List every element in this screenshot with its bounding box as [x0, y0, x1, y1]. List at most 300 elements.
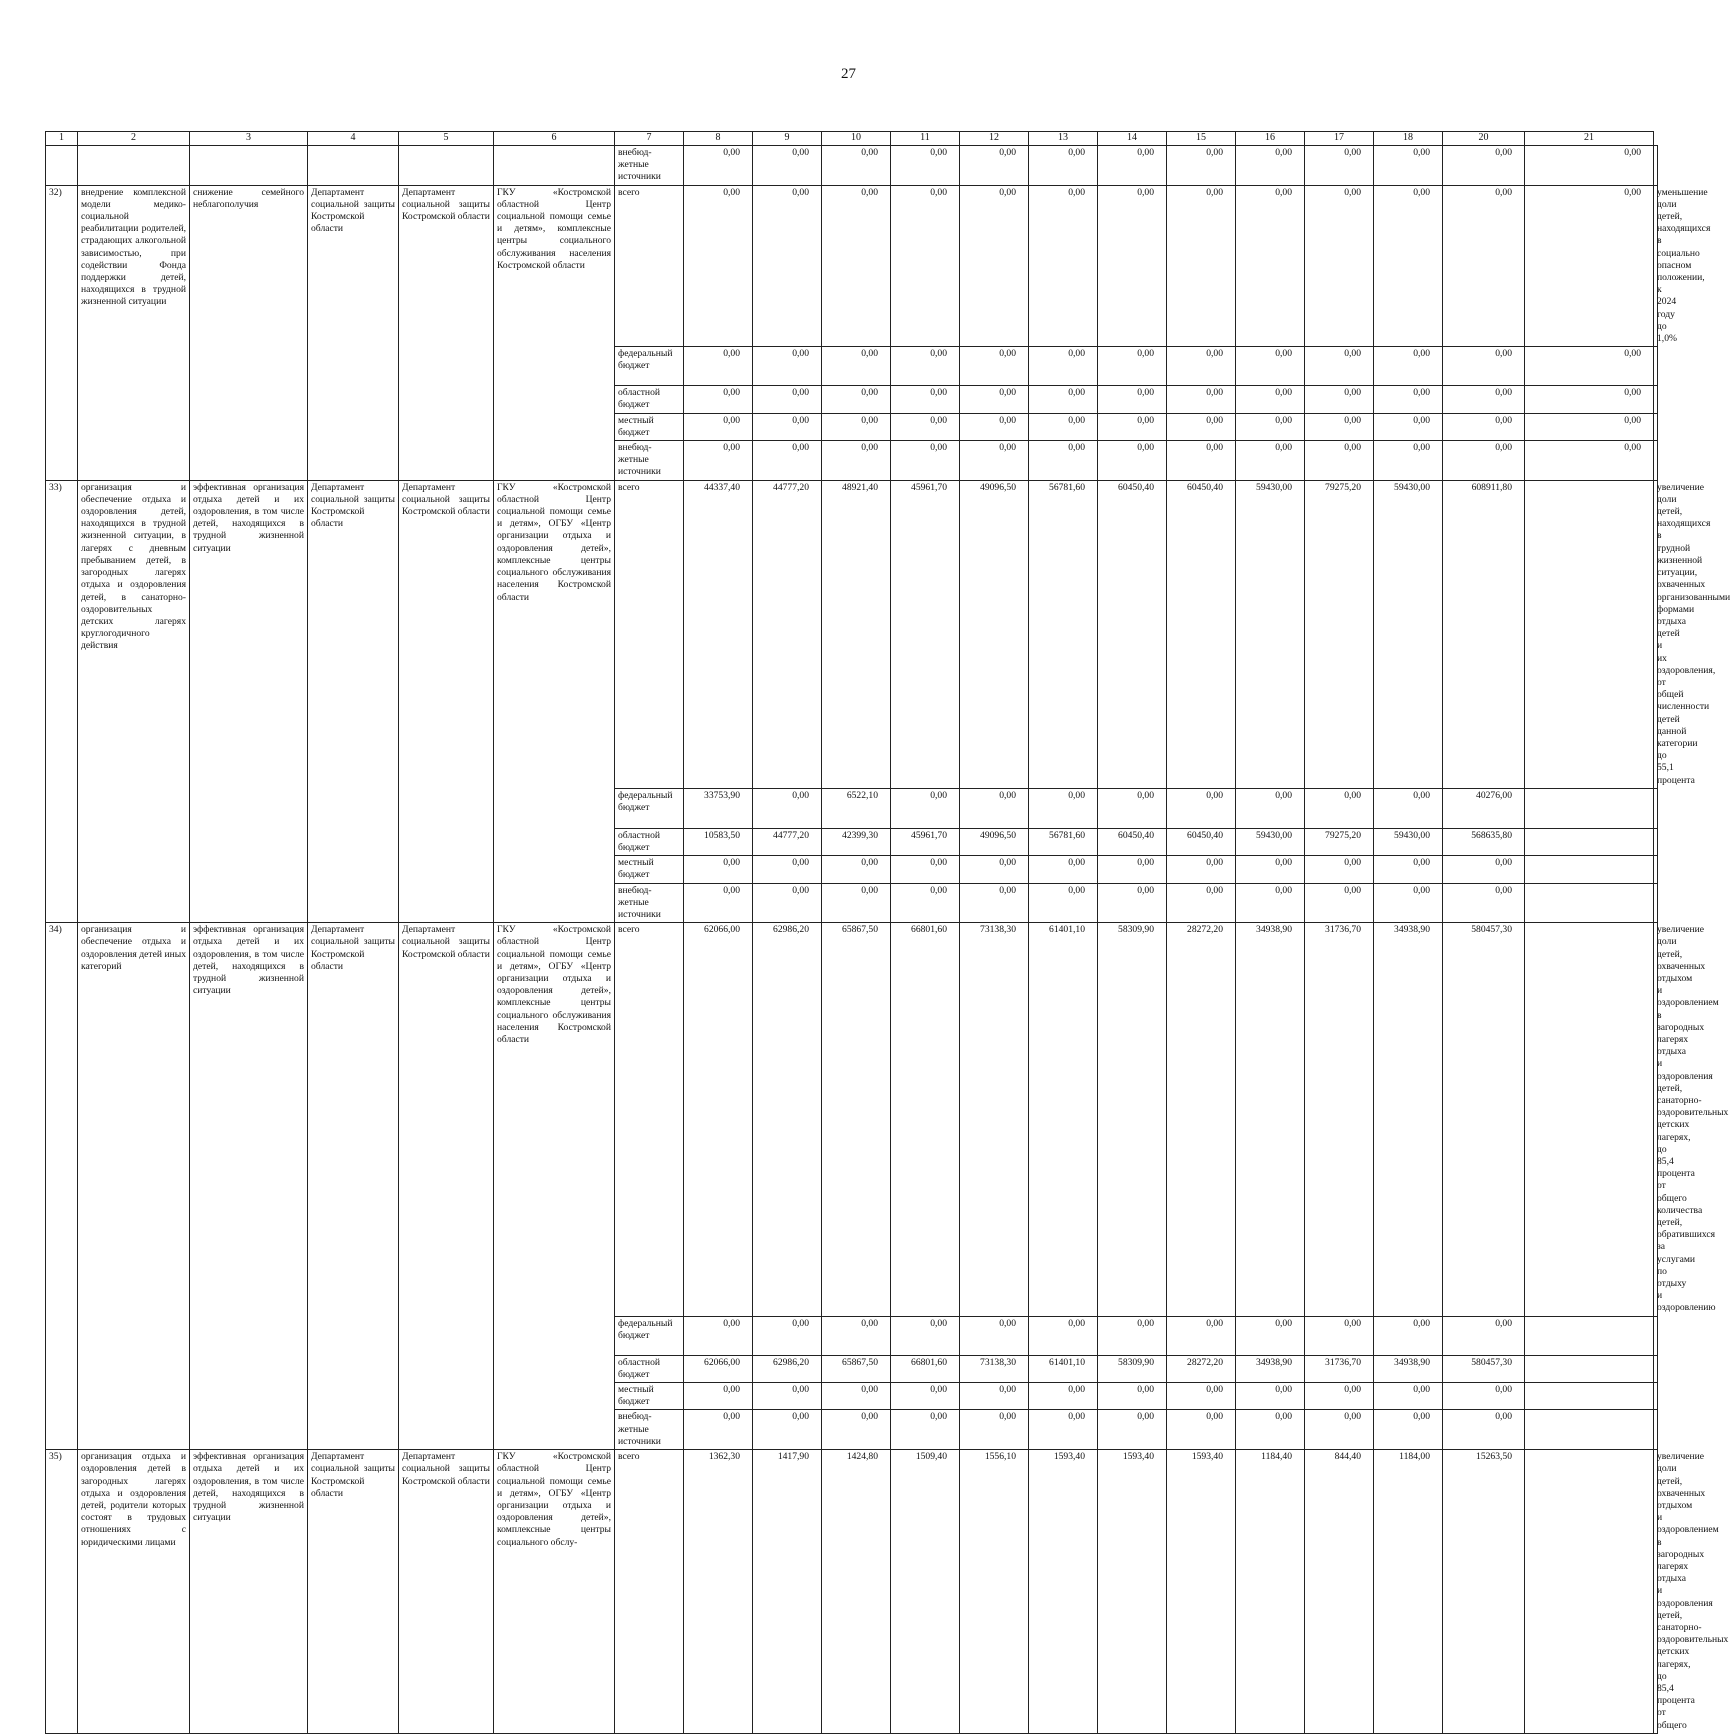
header-cell: 18: [1374, 132, 1443, 146]
value-cell: 59430,00: [1236, 828, 1305, 855]
value-cell: 0,00: [1525, 185, 1654, 347]
value-cell: 0,00: [684, 856, 753, 883]
value-cell: 0,00: [753, 788, 822, 828]
value-cell: 0,00: [1305, 1316, 1374, 1355]
source-cell: внебюд-жетные источники: [615, 1410, 684, 1450]
value-cell: 66801,60: [891, 923, 960, 1317]
value-cell: 60450,40: [1167, 828, 1236, 855]
coordinator-cell: Департамент социальной защиты Костромской области: [308, 923, 399, 1450]
source-cell: областной бюджет: [615, 386, 684, 413]
value-cell: 45961,70: [891, 828, 960, 855]
participants-cell: ГКУ «Костромской областной Центр социальной помощи семье и детям», ОГБУ «Центр организации отдыха и оздоровления детей», комплексные центры социального обслуживания населения Костромской области: [494, 923, 615, 1450]
result-cell: [1654, 1355, 1658, 1382]
value-cell: 0,00: [1167, 1316, 1236, 1355]
source-cell: местный бюджет: [615, 1383, 684, 1410]
value-cell: 1184,00: [1374, 1450, 1443, 1734]
value-cell: 0,00: [822, 1316, 891, 1355]
empty-cell: [399, 146, 494, 186]
value-cell: 0,00: [1167, 386, 1236, 413]
value-cell: 0,00: [1305, 1383, 1374, 1410]
source-cell: внебюд-жетные источники: [615, 146, 684, 186]
value-cell: 28272,20: [1167, 1355, 1236, 1382]
value-cell: 0,00: [1525, 146, 1654, 186]
value-cell: 65867,50: [822, 923, 891, 1317]
value-cell: 0,00: [753, 1383, 822, 1410]
value-cell: 0,00: [1167, 1410, 1236, 1450]
value-cell: 0,00: [1374, 1316, 1443, 1355]
value-cell: 0,00: [1029, 441, 1098, 481]
value-cell: 0,00: [1305, 185, 1374, 347]
value-cell: 0,00: [1098, 788, 1167, 828]
value-cell: 1593,40: [1029, 1450, 1098, 1734]
source-cell: федеральный бюджет: [615, 1316, 684, 1355]
value-cell: 0,00: [1443, 386, 1525, 413]
value-cell: 0,00: [1236, 788, 1305, 828]
value-cell: 0,00: [960, 856, 1029, 883]
value-cell: 0,00: [1236, 386, 1305, 413]
value-cell: 0,00: [1443, 413, 1525, 440]
value-cell: 59430,00: [1374, 480, 1443, 788]
measure-cell: организация и обеспечение отдыха и оздоровления детей иных категорий: [78, 923, 190, 1450]
value-cell: 0,00: [684, 413, 753, 440]
value-cell: 0,00: [960, 1383, 1029, 1410]
header-cell: 6: [494, 132, 615, 146]
empty-cell: [78, 146, 190, 186]
value-cell: 0,00: [1098, 386, 1167, 413]
value-cell: 0,00: [1443, 347, 1525, 386]
value-cell: 0,00: [1167, 413, 1236, 440]
value-cell: 0,00: [1525, 386, 1654, 413]
value-cell: 0,00: [753, 441, 822, 481]
value-cell: 0,00: [822, 386, 891, 413]
budget-table: [45, 131, 1730, 1734]
value-cell: 79275,20: [1305, 828, 1374, 855]
value-cell: 0,00: [1236, 856, 1305, 883]
header-cell: 5: [399, 132, 494, 146]
value-cell: [1525, 1410, 1654, 1450]
source-cell: всего: [615, 185, 684, 347]
value-cell: 568635,80: [1443, 828, 1525, 855]
measure-cell: организация отдыха и оздоровления детей в загородных лагерях отдыха и оздоровления детей, родители которых состоят в трудовых отношениях с юридическими лицами: [78, 1450, 190, 1734]
value-cell: 60450,40: [1098, 828, 1167, 855]
value-cell: 0,00: [1305, 386, 1374, 413]
value-cell: 0,00: [891, 185, 960, 347]
header-cell: 8: [684, 132, 753, 146]
value-cell: 0,00: [1443, 146, 1525, 186]
value-cell: 0,00: [753, 413, 822, 440]
value-cell: 0,00: [1374, 1410, 1443, 1450]
value-cell: 31736,70: [1305, 923, 1374, 1317]
participants-cell: ГКУ «Костромской областной Центр социальной помощи семье и детям», ОГБУ «Центр организации отдыха и оздоровления детей», комплексные центры социального обслуживания населения Костромской области: [494, 480, 615, 923]
value-cell: 0,00: [891, 1383, 960, 1410]
value-cell: 0,00: [753, 1316, 822, 1355]
value-cell: 62066,00: [684, 923, 753, 1317]
value-cell: 0,00: [960, 788, 1029, 828]
value-cell: 0,00: [753, 185, 822, 347]
value-cell: 0,00: [1098, 1316, 1167, 1355]
value-cell: 0,00: [1098, 413, 1167, 440]
value-cell: 73138,30: [960, 1355, 1029, 1382]
header-cell: 11: [891, 132, 960, 146]
goal-cell: снижение семейного неблагополучия: [190, 185, 308, 480]
value-cell: 62986,20: [753, 923, 822, 1317]
value-cell: 0,00: [1374, 185, 1443, 347]
value-cell: [1525, 788, 1654, 828]
value-cell: 0,00: [753, 1410, 822, 1450]
source-cell: областной бюджет: [615, 1355, 684, 1382]
value-cell: 0,00: [684, 1410, 753, 1450]
value-cell: 0,00: [1167, 856, 1236, 883]
value-cell: 0,00: [822, 1410, 891, 1450]
result-cell: [1654, 1410, 1658, 1450]
result-cell: [1654, 1383, 1658, 1410]
source-cell: федеральный бюджет: [615, 788, 684, 828]
value-cell: 0,00: [1305, 1410, 1374, 1450]
value-cell: 0,00: [822, 146, 891, 186]
value-cell: 0,00: [1029, 347, 1098, 386]
value-cell: 0,00: [822, 1383, 891, 1410]
result-cell: увеличение доли детей, охваченных отдыхом и оздоровлением в загородных лагерях отдыха и оздоровления детей, санаторно-оздоровительных детских лагерях, до 85,4 процента от общего: [1654, 1450, 1658, 1734]
measure-cell: внедрение комплексной модели медико-социальной реабилитации родителей, страдающих алкогольной зависимостью, при содействии Фонда поддержки детей, находящихся в трудной жизненной ситуации: [78, 185, 190, 480]
value-cell: 0,00: [753, 386, 822, 413]
table-row: [46, 923, 1658, 1317]
value-cell: 0,00: [960, 386, 1029, 413]
value-cell: 56781,60: [1029, 828, 1098, 855]
source-cell: внебюд-жетные источники: [615, 441, 684, 481]
empty-cell: [308, 146, 399, 186]
value-cell: 0,00: [1167, 788, 1236, 828]
table-row: [46, 480, 1658, 788]
goal-cell: эффективная организация отдыха детей и их оздоровления, в том числе детей, находящихся в трудной жизненной ситуации: [190, 480, 308, 923]
value-cell: 0,00: [1029, 146, 1098, 186]
value-cell: 0,00: [891, 856, 960, 883]
result-cell: [1654, 788, 1658, 828]
header-cell: 9: [753, 132, 822, 146]
value-cell: 0,00: [1443, 1410, 1525, 1450]
header-cell: 15: [1167, 132, 1236, 146]
value-cell: 0,00: [1443, 441, 1525, 481]
value-cell: 0,00: [1029, 386, 1098, 413]
value-cell: 0,00: [1236, 413, 1305, 440]
value-cell: 73138,30: [960, 923, 1029, 1317]
header-cell: 12: [960, 132, 1029, 146]
value-cell: 0,00: [1029, 1410, 1098, 1450]
value-cell: 0,00: [1098, 1383, 1167, 1410]
source-cell: местный бюджет: [615, 413, 684, 440]
value-cell: 0,00: [1236, 1383, 1305, 1410]
value-cell: 0,00: [1029, 1316, 1098, 1355]
value-cell: 0,00: [960, 146, 1029, 186]
value-cell: [1525, 923, 1654, 1317]
value-cell: 0,00: [1443, 1316, 1525, 1355]
value-cell: 44337,40: [684, 480, 753, 788]
result-cell: [1654, 386, 1658, 413]
value-cell: 0,00: [753, 856, 822, 883]
value-cell: 0,00: [1374, 413, 1443, 440]
value-cell: 62066,00: [684, 1355, 753, 1382]
value-cell: 0,00: [1374, 146, 1443, 186]
value-cell: 0,00: [1443, 185, 1525, 347]
value-cell: 0,00: [1443, 1383, 1525, 1410]
value-cell: 0,00: [1305, 347, 1374, 386]
empty-cell: [46, 146, 78, 186]
value-cell: 0,00: [891, 413, 960, 440]
value-cell: [1525, 1383, 1654, 1410]
table-row: [46, 185, 1658, 347]
value-cell: 0,00: [1525, 413, 1654, 440]
value-cell: 608911,80: [1443, 480, 1525, 788]
value-cell: 0,00: [684, 441, 753, 481]
value-cell: 0,00: [1236, 441, 1305, 481]
value-cell: 79275,20: [1305, 480, 1374, 788]
value-cell: 44777,20: [753, 828, 822, 855]
result-cell: [1654, 146, 1658, 186]
value-cell: 0,00: [1443, 856, 1525, 883]
source-cell: внебюд-жетные источники: [615, 883, 684, 923]
header-cell: 3: [190, 132, 308, 146]
value-cell: 0,00: [822, 883, 891, 923]
value-cell: 0,00: [1098, 856, 1167, 883]
value-cell: 0,00: [960, 1316, 1029, 1355]
source-cell: всего: [615, 480, 684, 788]
value-cell: 34938,90: [1374, 923, 1443, 1317]
value-cell: 49096,50: [960, 480, 1029, 788]
value-cell: 0,00: [822, 856, 891, 883]
value-cell: 0,00: [1167, 1383, 1236, 1410]
source-cell: областной бюджет: [615, 828, 684, 855]
value-cell: [1525, 1355, 1654, 1382]
value-cell: 0,00: [1236, 185, 1305, 347]
participants-cell: ГКУ «Костромской областной Центр социальной помощи семье и детям», ОГБУ «Центр организации отдыха и оздоровления детей», комплексные центры социального обслу-: [494, 1450, 615, 1734]
value-cell: 0,00: [822, 347, 891, 386]
value-cell: 0,00: [1525, 441, 1654, 481]
number-cell: 33): [46, 480, 78, 923]
value-cell: 1556,10: [960, 1450, 1029, 1734]
header-cell: 21: [1525, 132, 1654, 146]
value-cell: 58309,90: [1098, 923, 1167, 1317]
value-cell: 0,00: [1098, 883, 1167, 923]
coordinator-cell: Департамент социальной защиты Костромской области: [308, 1450, 399, 1734]
value-cell: 0,00: [1374, 883, 1443, 923]
value-cell: 0,00: [1374, 347, 1443, 386]
value-cell: [1525, 828, 1654, 855]
value-cell: 34938,90: [1374, 1355, 1443, 1382]
value-cell: 0,00: [1098, 1410, 1167, 1450]
value-cell: 0,00: [1374, 386, 1443, 413]
executor-cell: Департамент социальной защиты Костромской области: [399, 1450, 494, 1734]
source-cell: всего: [615, 1450, 684, 1734]
value-cell: 0,00: [684, 1316, 753, 1355]
value-cell: 60450,40: [1098, 480, 1167, 788]
source-cell: федеральный бюджет: [615, 347, 684, 386]
value-cell: 0,00: [1374, 788, 1443, 828]
result-cell: [1654, 856, 1658, 883]
coordinator-cell: Департамент социальной защиты Костромской области: [308, 185, 399, 480]
value-cell: 0,00: [822, 441, 891, 481]
value-cell: 60450,40: [1167, 480, 1236, 788]
value-cell: 0,00: [960, 1410, 1029, 1450]
value-cell: 0,00: [1029, 788, 1098, 828]
value-cell: 0,00: [684, 1383, 753, 1410]
value-cell: [1525, 1316, 1654, 1355]
value-cell: 40276,00: [1443, 788, 1525, 828]
result-cell: увеличение доли детей, охваченных отдыхом и оздоровлением в загородных лагерях отдыха и оздоровления детей, санаторно-оздоровительных детских лагерях, до 85,4 процента от общего количества детей, обратившихся за услугами по отдыху и оздоровлению: [1654, 923, 1658, 1317]
value-cell: 0,00: [891, 441, 960, 481]
value-cell: 48921,40: [822, 480, 891, 788]
value-cell: [1525, 480, 1654, 788]
coordinator-cell: Департамент социальной защиты Костромской области: [308, 480, 399, 923]
value-cell: 0,00: [960, 185, 1029, 347]
header-cell: 7: [615, 132, 684, 146]
value-cell: 0,00: [753, 883, 822, 923]
table-row: [46, 1450, 1658, 1734]
empty-cell: [190, 146, 308, 186]
header-cell: 13: [1029, 132, 1098, 146]
value-cell: 49096,50: [960, 828, 1029, 855]
empty-cell: [494, 146, 615, 186]
value-cell: 10583,50: [684, 828, 753, 855]
value-cell: 0,00: [1029, 185, 1098, 347]
table-row: [46, 146, 1658, 186]
number-cell: 34): [46, 923, 78, 1450]
goal-cell: эффективная организация отдыха детей и их оздоровления, в том числе детей, находящихся в трудной жизненной ситуации: [190, 923, 308, 1450]
value-cell: 0,00: [1236, 1316, 1305, 1355]
source-cell: всего: [615, 923, 684, 1317]
value-cell: 6522,10: [822, 788, 891, 828]
value-cell: 1417,90: [753, 1450, 822, 1734]
value-cell: 0,00: [1167, 883, 1236, 923]
value-cell: 1509,40: [891, 1450, 960, 1734]
value-cell: 0,00: [1167, 185, 1236, 347]
value-cell: 0,00: [1305, 413, 1374, 440]
result-cell: [1654, 441, 1658, 481]
value-cell: 0,00: [1305, 146, 1374, 186]
result-cell: [1654, 883, 1658, 923]
value-cell: 844,40: [1305, 1450, 1374, 1734]
value-cell: 0,00: [1029, 883, 1098, 923]
value-cell: 0,00: [960, 413, 1029, 440]
result-cell: [1654, 1316, 1658, 1355]
header-cell: 2: [78, 132, 190, 146]
value-cell: 0,00: [891, 146, 960, 186]
value-cell: 0,00: [891, 1410, 960, 1450]
result-cell: [1654, 347, 1658, 386]
value-cell: 44777,20: [753, 480, 822, 788]
result-cell: увеличение доли детей, находящихся в трудной жизненной ситуации, охваченных организованными формами отдыха детей и их оздоровления, от общей численности детей данной категории до 55,1 процента: [1654, 480, 1658, 788]
value-cell: 0,00: [1305, 441, 1374, 481]
value-cell: 0,00: [1029, 1383, 1098, 1410]
value-cell: 34938,90: [1236, 923, 1305, 1317]
value-cell: [1525, 1450, 1654, 1734]
value-cell: 59430,00: [1374, 828, 1443, 855]
value-cell: 0,00: [960, 883, 1029, 923]
source-cell: местный бюджет: [615, 856, 684, 883]
value-cell: 62986,20: [753, 1355, 822, 1382]
executor-cell: Департамент социальной защиты Костромской области: [399, 185, 494, 480]
value-cell: 0,00: [891, 386, 960, 413]
header-row: [46, 132, 1658, 146]
value-cell: 0,00: [1029, 413, 1098, 440]
header-cell: 16: [1236, 132, 1305, 146]
value-cell: 0,00: [684, 347, 753, 386]
value-cell: 0,00: [1236, 883, 1305, 923]
value-cell: 0,00: [1098, 347, 1167, 386]
value-cell: 0,00: [822, 185, 891, 347]
value-cell: 0,00: [1029, 856, 1098, 883]
value-cell: 0,00: [1305, 856, 1374, 883]
result-cell: уменьшение доли детей, находящихся в социально опасном положении, к 2024 году до 1,0%: [1654, 185, 1658, 347]
header-cell: 14: [1098, 132, 1167, 146]
result-cell: [1654, 828, 1658, 855]
executor-cell: Департамент социальной защиты Костромской области: [399, 480, 494, 923]
value-cell: 1424,80: [822, 1450, 891, 1734]
value-cell: 0,00: [1374, 441, 1443, 481]
value-cell: 0,00: [1167, 146, 1236, 186]
value-cell: 0,00: [1305, 883, 1374, 923]
value-cell: 0,00: [1167, 441, 1236, 481]
number-cell: 32): [46, 185, 78, 480]
value-cell: 0,00: [1098, 441, 1167, 481]
value-cell: 0,00: [960, 441, 1029, 481]
value-cell: 61401,10: [1029, 923, 1098, 1317]
value-cell: 65867,50: [822, 1355, 891, 1382]
value-cell: 0,00: [1236, 146, 1305, 186]
value-cell: 42399,30: [822, 828, 891, 855]
value-cell: 0,00: [960, 347, 1029, 386]
page-number: 27: [841, 66, 856, 82]
value-cell: [1525, 883, 1654, 923]
value-cell: 45961,70: [891, 480, 960, 788]
value-cell: 0,00: [1098, 185, 1167, 347]
value-cell: 0,00: [1167, 347, 1236, 386]
value-cell: 0,00: [891, 883, 960, 923]
value-cell: 33753,90: [684, 788, 753, 828]
value-cell: 0,00: [1236, 1410, 1305, 1450]
result-cell: [1654, 413, 1658, 440]
value-cell: 1184,40: [1236, 1450, 1305, 1734]
value-cell: 0,00: [1525, 347, 1654, 386]
measure-cell: организация и обеспечение отдыха и оздоровления детей, находящихся в трудной жизненной ситуации, в лагерях с дневным пребыванием детей, в загородных лагерях отдыха и оздоровления детей, в санаторно-оздоровительных детских лагерях круглогодичного действия: [78, 480, 190, 923]
value-cell: 56781,60: [1029, 480, 1098, 788]
value-cell: 1362,30: [684, 1450, 753, 1734]
value-cell: 0,00: [1305, 788, 1374, 828]
value-cell: 0,00: [753, 146, 822, 186]
value-cell: 0,00: [1098, 146, 1167, 186]
value-cell: 0,00: [684, 883, 753, 923]
value-cell: 0,00: [891, 1316, 960, 1355]
value-cell: 34938,90: [1236, 1355, 1305, 1382]
header-cell: 10: [822, 132, 891, 146]
value-cell: 0,00: [1374, 856, 1443, 883]
value-cell: 59430,00: [1236, 480, 1305, 788]
value-cell: 28272,20: [1167, 923, 1236, 1317]
value-cell: 0,00: [684, 185, 753, 347]
value-cell: 0,00: [684, 386, 753, 413]
value-cell: 61401,10: [1029, 1355, 1098, 1382]
value-cell: 0,00: [684, 146, 753, 186]
participants-cell: ГКУ «Костромской областной Центр социальной помощи семье и детям», комплексные центры социального обслуживания населения Костромской области: [494, 185, 615, 480]
value-cell: 66801,60: [891, 1355, 960, 1382]
value-cell: 0,00: [891, 788, 960, 828]
value-cell: 0,00: [822, 413, 891, 440]
header-cell: 17: [1305, 132, 1374, 146]
header-cell: 20: [1443, 132, 1525, 146]
value-cell: 0,00: [1374, 1383, 1443, 1410]
value-cell: 31736,70: [1305, 1355, 1374, 1382]
executor-cell: Департамент социальной защиты Костромской области: [399, 923, 494, 1450]
value-cell: 1593,40: [1167, 1450, 1236, 1734]
value-cell: 0,00: [1236, 347, 1305, 386]
